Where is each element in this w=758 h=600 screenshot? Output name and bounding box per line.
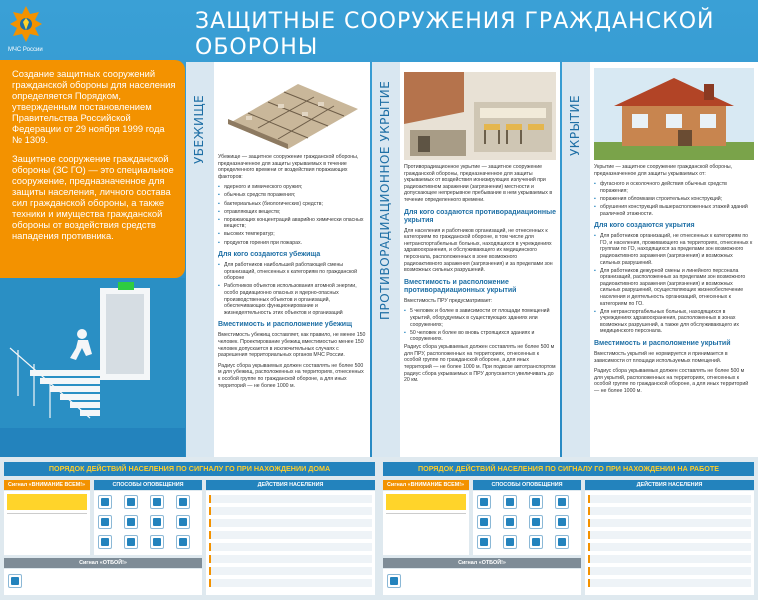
actions-heading: ДЕЙСТВИЯ НАСЕЛЕНИЯ: [585, 480, 754, 490]
list-item: ▪ Для работников организаций, не отнесенных к категориям по ГО, и населения, проживающего на территориях, отнесенных к группам по ГО, находящихся за пределами зон возможного радиоактивного заражения (загрязнения) и возможных сильных разрушений.: [594, 233, 754, 266]
radiation-shelter-intro: Противорадиационное укрытие — защитное сооружение гражданской обороны, предназначенное для защиты укрываемых от воздействия ионизирующих излучений при радиоактивном заражении (загрязнении) местности и допускающее непрерывное пребывание в нем укрываемых в течение определенного времени.: [404, 164, 553, 203]
list-item: ▪ 5 человек и более в зависимости от площади помещений укрытий, оборудуемых в существующих зданиях или сооружениях;: [404, 308, 556, 328]
list-item: ▪ фугасного и осколочного действия обычных средств поражения;: [594, 181, 754, 194]
otboy-icon: [387, 574, 401, 588]
basement-shelter-illustration: [404, 72, 556, 160]
paragraph: Радиус сбора укрываемых должен составлять не более 500 м для убежищ, расположенных на территориях, отнесенных к особой группе по гражданской обороне, а для иных территорий — не более 1000 м.: [218, 362, 364, 389]
bell-icon: [150, 535, 164, 549]
tv-icon: [529, 495, 543, 509]
methods-heading: СПОСОБЫ ОПОВЕЩЕНИЯ: [94, 480, 202, 490]
phone-icon: [176, 495, 190, 509]
column-radiation-shelter: [372, 62, 560, 457]
building-icon: [503, 535, 517, 549]
mchs-emblem-icon: [8, 4, 44, 44]
section-heading: Для кого создаются убежища: [218, 251, 321, 259]
column-label: УБЕЖИЩЕ: [192, 94, 206, 164]
siren-icon: [98, 495, 112, 509]
list-item: ▪ обычных средств поражения;: [218, 192, 366, 199]
shelter-stairs-illustration: [0, 278, 185, 458]
section-heading: Вместимость и расположение убежищ: [218, 321, 352, 329]
actions-list: [585, 491, 754, 595]
org-name: МЧС России: [8, 47, 43, 53]
otboy-heading: Сигнал «ОТБОЙ!»: [383, 558, 581, 568]
brick-house-illustration: [594, 68, 754, 160]
radio-icon: [124, 495, 138, 509]
section-heading: Вместимость и расположение противорадиационных укрытий: [404, 278, 517, 294]
signal-heading: Сигнал «ВНИМАНИЕ ВСЕМ!»: [383, 480, 469, 490]
tv-icon: [150, 495, 164, 509]
list-item: ▪ обрушения конструкций вышерасположенных этажей зданий различной этажности.: [594, 204, 754, 217]
phone-icon: [555, 495, 569, 509]
car-icon: [98, 535, 112, 549]
otboy-heading: Сигнал «ОТБОЙ!»: [4, 558, 202, 568]
list-item: ▪ Работников объектов использования атомной энергии, особо радиационно опасных и ядерно-опасных производственных объектов и организаций, обеспечивающих функционирование и жизнедеятельность этих объектов и организаций: [218, 283, 366, 316]
intro-box: [0, 60, 185, 278]
methods-grid: [473, 491, 581, 555]
paragraph: Вместимость убежищ составляет, как правило, не менее 150 человек. Проектирование убежищ вместимостью менее 150 человек допускается в исключительных случаях с разрешения территориальных органов МЧС России.: [218, 332, 366, 359]
list-item: ▪ высоких температур;: [218, 231, 366, 238]
signal-heading: Сигнал «ВНИМАНИЕ ВСЕМ!»: [4, 480, 90, 490]
list-item: ▪ Для нетранспортабельных больных, находящихся в учреждениях здравоохранения, расположенных в зонах возможных разрушений, а также для обслуживающего их медицинского персонала.: [594, 309, 754, 335]
list-item: ▪ ядерного и химического оружия;: [218, 184, 366, 191]
page-title: ЗАЩИТНЫЕ СООРУЖЕНИЯ ГРАЖДАНСКОЙ ОБОРОНЫ: [195, 9, 715, 60]
shelter-intro: Убежище — защитное сооружение гражданской обороны, предназначенное для защиты укрываемых в течение определенного времени от воздействия поражающих факторов:: [218, 154, 359, 180]
list-item: ▪ 50 человек и более во вновь строящихся зданиях и сооружениях.: [404, 330, 556, 343]
section-heading: Для кого создаются укрытия: [594, 222, 695, 230]
intro-paragraph-1: Создание защитных сооружений гражданской обороны для населения определяется Порядком, утвержденным постановлением Правительства Российской Федерации от 29 ноября 1999 года № 1309.: [12, 68, 176, 145]
list-item: ▪ Для работников наибольшей работающей смены организаций, отнесенных к категориям по гражданской обороне: [218, 262, 366, 282]
siren-icon: [477, 495, 491, 509]
person-icon: [555, 535, 569, 549]
computer-icon: [124, 515, 138, 529]
actions-list: [206, 491, 375, 595]
header: [0, 0, 758, 62]
panel-title: ПОРЯДОК ДЕЙСТВИЙ НАСЕЛЕНИЯ ПО СИГНАЛУ ГО ПРИ НАХОЖДЕНИИ ДОМА: [4, 462, 375, 476]
column-cover: [562, 62, 758, 457]
panel-home: [4, 462, 375, 596]
intro-paragraph-2: Защитное сооружение гражданской обороны (ЗС ГО) — это специальное сооружение, предназначенное для защиты населения, личного состава сил гражданской обороны, а также техники и имущества гражданской обороны от воздействия средств нападения противника.: [12, 153, 174, 241]
actions-heading: ДЕЙСТВИЯ НАСЕЛЕНИЯ: [206, 480, 375, 490]
loudspeaker-icon: [477, 515, 491, 529]
car-icon: [477, 535, 491, 549]
section-heading: Вместимость и расположение укрытий: [594, 340, 731, 348]
computer-icon: [503, 515, 517, 529]
column-label: ПРОТИВОРАДИАЦИОННОЕ УКРЫТИЕ: [378, 80, 392, 320]
methods-heading: СПОСОБЫ ОПОВЕЩЕНИЯ: [473, 480, 581, 490]
list-item: ▪ Для работников дежурной смены и линейного персонала организаций, расположенных за пределами зон возможного радиоактивного заражения (загрязнения) и возможных сильных разрушений, осуществляющих жизнеобеспечение населения и деятельность организаций, отнесенных к категориям по ГО.: [594, 268, 754, 308]
list-item: ▪ продуктов горения при пожарах.: [218, 240, 366, 247]
sms-icon: [529, 515, 543, 529]
loudspeaker-icon: [98, 515, 112, 529]
otboy-icon: [8, 574, 22, 588]
list-item: ▪ бактериальных (биологических) средств;: [218, 201, 366, 208]
paragraph: Вместимость укрытий не нормируется и принимается в зависимости от площади используемых помещений.: [594, 351, 728, 364]
paragraph: Вместимость ПРУ предусматривает:: [404, 297, 493, 304]
section-heading: Для кого создаются противорадиационные укрытия: [404, 208, 556, 224]
list-item: ▪ поражающих концентраций аварийно химически опасных веществ;: [218, 217, 366, 230]
paragraph: Радиус сбора укрываемых должен составлять не более 500 м для укрытий, расположенных на территориях, отнесенных к особой группе по гражданской обороне, а для иных территорий — не более 1000 м.: [594, 368, 749, 395]
cover-intro: Укрытие — защитное сооружение гражданской обороны, предназначенное для защиты укрываемых от:: [594, 164, 733, 177]
shelter-floorplan-illustration: [218, 64, 366, 150]
paragraph: Для населения и работников организаций, не отнесенных к категориям по гражданской обороне, в том числе для нетранспортабельных больных, находящихся в учреждениях здравоохранения, и обслуживающего их медицинского персонала, расположенных в зоне возможного радиоактивного заражения (загрязнения) и за пределами зон возможных сильных разрушений.: [404, 227, 553, 274]
column-shelter: [186, 62, 370, 457]
person-icon: [176, 535, 190, 549]
bell-icon: [529, 535, 543, 549]
radio-icon: [503, 495, 517, 509]
sms-icon: [150, 515, 164, 529]
methods-grid: [94, 491, 202, 555]
list-item: ▪ поражения обломками строительных конструкций;: [594, 196, 754, 203]
panel-title: ПОРЯДОК ДЕЙСТВИЙ НАСЕЛЕНИЯ ПО СИГНАЛУ ГО ПРИ НАХОЖДЕНИИ НА РАБОТЕ: [383, 462, 754, 476]
building-icon: [124, 535, 138, 549]
screen-icon: [176, 515, 190, 529]
list-item: ▪ отравляющих веществ;: [218, 209, 366, 216]
column-label: УКРЫТИЕ: [568, 94, 582, 156]
screen-icon: [555, 515, 569, 529]
panel-work: [383, 462, 754, 596]
paragraph: Радиус сбора укрываемых должен составлять не более 500 м для ПРУ, расположенных на территориях, отнесенных к особой группе по гражданской обороне, а для иных территорий — не более 1000 м. При подвозе автотранспортом радиус сбора укрываемых в ПРУ допускается увеличивать до 20 км.: [404, 344, 556, 384]
